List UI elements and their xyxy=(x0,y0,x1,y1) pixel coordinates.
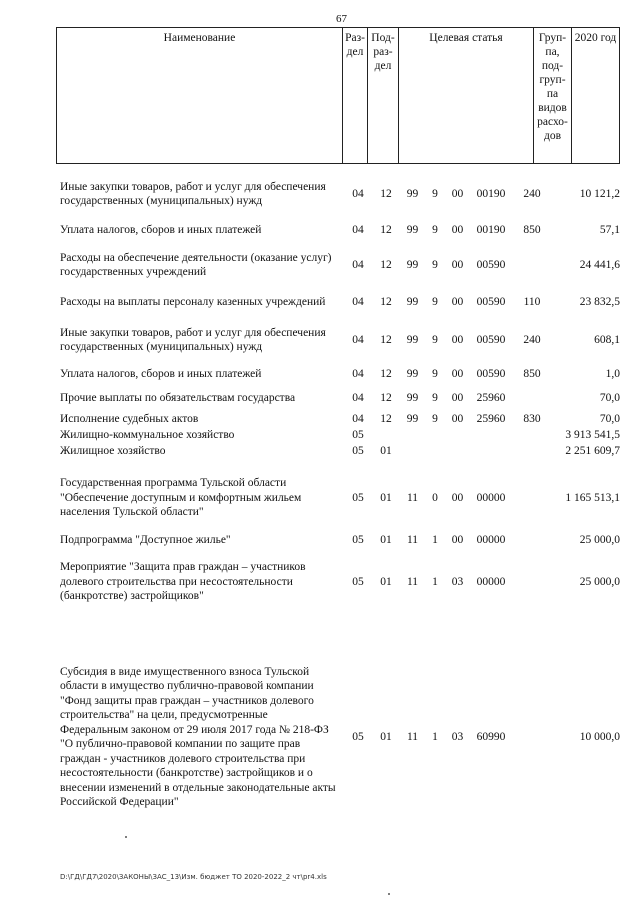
cell-sum: 10 121,2 xyxy=(579,187,620,200)
cell-pr: 01 xyxy=(380,444,392,457)
cell-a3: 00 xyxy=(451,224,464,237)
cell-a1: 99 xyxy=(406,367,419,380)
cell-a3: 03 xyxy=(451,730,464,743)
cell-pr: 12 xyxy=(380,412,392,425)
cell-sum: 70,0 xyxy=(599,391,620,404)
cell-a1: 99 xyxy=(406,295,419,308)
cell-a1 xyxy=(400,427,425,443)
cell-a3: 00 xyxy=(451,295,464,308)
cell-rz: 05 xyxy=(352,428,364,441)
table-row xyxy=(60,443,620,459)
cell-name: Прочие выплаты по обязательствам государства xyxy=(60,391,296,404)
scan-speck xyxy=(388,893,390,895)
cell-sum: 25 000,0 xyxy=(579,575,620,588)
cell-name: Исполнение судебных актов xyxy=(60,412,199,425)
cell-sum: 608,1 xyxy=(594,333,620,346)
cell-a3: 00 xyxy=(451,533,464,546)
table-row xyxy=(60,385,620,411)
cell-a2: 9 xyxy=(432,391,438,404)
cell-vr: 110 xyxy=(523,295,541,308)
col-header-target-article: Целевая статья xyxy=(399,28,534,164)
cell-a4: 60990 xyxy=(476,730,506,743)
cell-a2 xyxy=(425,427,445,443)
cell-a4 xyxy=(470,427,512,443)
cell-a1: 99 xyxy=(406,224,419,237)
cell-rz: 04 xyxy=(352,412,364,425)
cell-name: Иные закупки товаров, работ и услуг для обеспечения государственных (муниципальных) нужд xyxy=(60,180,326,207)
cell-name: Мероприятие "Защита прав граждан – участников долевого строительства при несостоятельности (банкротстве) застройщиков" xyxy=(60,561,306,603)
cell-vr: 240 xyxy=(523,187,541,200)
cell-name: Жилищно-коммунальное хозяйство xyxy=(60,428,235,441)
cell-a2: 9 xyxy=(432,224,438,237)
cell-rz: 04 xyxy=(352,391,364,404)
cell-rz: 04 xyxy=(352,367,364,380)
row-spacer xyxy=(60,459,620,467)
table-row xyxy=(60,243,620,287)
cell-pr: 12 xyxy=(380,258,392,271)
cell-vr xyxy=(512,443,552,459)
cell-a2: 9 xyxy=(432,258,438,271)
table-row xyxy=(60,363,620,385)
cell-pr: 12 xyxy=(380,187,392,200)
col-header-razdel: Раз- дел xyxy=(343,28,368,164)
cell-rz: 04 xyxy=(352,258,364,271)
cell-sum: 70,0 xyxy=(599,412,620,425)
scan-speck xyxy=(125,836,127,838)
cell-a3: 00 xyxy=(451,367,464,380)
cell-rz: 04 xyxy=(352,224,364,237)
cell-rz: 05 xyxy=(352,444,364,457)
cell-a4: 00590 xyxy=(476,295,506,308)
cell-rz: 05 xyxy=(352,730,364,743)
table-row xyxy=(60,551,620,613)
cell-a4: 00590 xyxy=(476,333,506,346)
cell-a1: 11 xyxy=(406,730,419,743)
budget-table xyxy=(60,170,620,851)
cell-a1: 99 xyxy=(406,187,419,200)
cell-a1: 99 xyxy=(406,333,419,346)
cell-vr: 830 xyxy=(523,412,541,425)
cell-pr: 12 xyxy=(380,295,392,308)
col-header-name: Наименование xyxy=(57,28,343,164)
row-spacer xyxy=(60,613,620,623)
cell-a2: 1 xyxy=(432,533,438,546)
table-row xyxy=(60,623,620,851)
cell-a3: 00 xyxy=(451,491,464,504)
table-row xyxy=(60,170,620,218)
cell-a2: 0 xyxy=(432,491,438,504)
cell-pr: 01 xyxy=(380,575,392,588)
table-row xyxy=(60,411,620,427)
cell-vr xyxy=(512,427,552,443)
cell-vr: 240 xyxy=(523,333,541,346)
cell-a1: 11 xyxy=(406,533,419,546)
cell-a1: 11 xyxy=(406,575,419,588)
cell-a3: 00 xyxy=(451,333,464,346)
cell-a2: 9 xyxy=(432,187,438,200)
cell-a4: 00190 xyxy=(476,224,506,237)
cell-pr: 01 xyxy=(380,491,392,504)
cell-a4: 00590 xyxy=(476,367,506,380)
cell-a2: 9 xyxy=(432,367,438,380)
cell-rz: 05 xyxy=(352,491,364,504)
cell-pr: 12 xyxy=(380,391,392,404)
cell-pr: 12 xyxy=(380,367,392,380)
cell-rz: 05 xyxy=(352,533,364,546)
cell-rz: 04 xyxy=(352,187,364,200)
cell-sum: 2 251 609,7 xyxy=(565,444,620,457)
cell-name: Уплата налогов, сборов и иных платежей xyxy=(60,224,262,237)
cell-a3: 03 xyxy=(451,575,464,588)
col-header-expense-group: Груп- па, под- груп- па видов расхо- дов xyxy=(534,28,572,164)
cell-name: Подпрограмма "Доступное жилье" xyxy=(60,533,231,546)
cell-a3: 00 xyxy=(451,412,464,425)
cell-vr xyxy=(512,385,552,411)
cell-pr xyxy=(372,427,400,443)
cell-a4: 00000 xyxy=(476,533,506,546)
cell-vr xyxy=(512,623,552,851)
cell-sum: 10 000,0 xyxy=(579,730,620,743)
cell-a4 xyxy=(470,443,512,459)
page-number: 67 xyxy=(336,13,347,25)
cell-a1 xyxy=(400,443,425,459)
table-row xyxy=(60,287,620,317)
cell-rz: 04 xyxy=(352,333,364,346)
cell-a4: 25960 xyxy=(476,412,506,425)
cell-vr: 850 xyxy=(523,224,541,237)
cell-pr: 12 xyxy=(380,333,392,346)
cell-a2: 9 xyxy=(432,412,438,425)
cell-a3: 00 xyxy=(451,391,464,404)
cell-name: Государственная программа Тульской области "Обеспечение доступным и комфортным жильем населения Тульской области" xyxy=(60,477,302,519)
cell-vr xyxy=(512,529,552,551)
cell-a3: 00 xyxy=(451,258,464,271)
cell-a1: 99 xyxy=(406,258,419,271)
cell-name: Жилищное хозяйство xyxy=(60,444,166,457)
cell-name: Уплата налогов, сборов и иных платежей xyxy=(60,367,262,380)
cell-a2: 1 xyxy=(432,575,438,588)
cell-a2: 1 xyxy=(432,730,438,743)
cell-rz: 05 xyxy=(352,575,364,588)
cell-sum: 23 832,5 xyxy=(579,295,620,308)
cell-a4: 00590 xyxy=(476,258,506,271)
cell-a1: 11 xyxy=(406,491,419,504)
cell-rz: 04 xyxy=(352,295,364,308)
cell-sum: 25 000,0 xyxy=(579,533,620,546)
table-row xyxy=(60,427,620,443)
table-row xyxy=(60,467,620,529)
table-row xyxy=(60,317,620,363)
cell-a1: 99 xyxy=(406,391,419,404)
cell-a4: 00000 xyxy=(476,491,506,504)
table-header xyxy=(56,27,620,164)
col-header-year: 2020 год xyxy=(572,28,620,164)
cell-a4: 00190 xyxy=(476,187,506,200)
cell-a3 xyxy=(445,427,470,443)
cell-vr xyxy=(512,467,552,529)
cell-a4: 25960 xyxy=(476,391,506,404)
cell-sum: 24 441,6 xyxy=(579,258,620,271)
cell-sum: 57,1 xyxy=(599,224,620,237)
cell-name: Расходы на выплаты персоналу казенных учреждений xyxy=(60,295,326,308)
cell-a3: 00 xyxy=(451,187,464,200)
cell-a2: 9 xyxy=(432,333,438,346)
cell-vr xyxy=(512,243,552,287)
cell-sum: 1 165 513,1 xyxy=(565,491,620,504)
cell-vr: 850 xyxy=(523,367,541,380)
cell-sum: 1,0 xyxy=(605,367,620,380)
file-path-footer: D:\ГД\ГД7\2020\ЗАКОНЫ\ЗАС_13\Изм. бюджет ТО 2020-2022_2 чт\pr4.xls xyxy=(60,873,327,881)
table-row xyxy=(60,529,620,551)
cell-pr: 12 xyxy=(380,224,392,237)
cell-vr xyxy=(512,551,552,613)
cell-a3 xyxy=(445,443,470,459)
cell-a1: 99 xyxy=(406,412,419,425)
cell-sum: 3 913 541,5 xyxy=(565,428,620,441)
cell-pr: 01 xyxy=(380,533,392,546)
cell-a4: 00000 xyxy=(476,575,506,588)
cell-name: Субсидия в виде имущественного взноса Тульской области в имущество публично-правовой компании "Фонд защиты прав граждан – участников долевого строительства" на цели, предусмотренные Федеральным законом от 29 июля 2017 года № 218-ФЗ "О публично-правовой компании по защите прав граждан - участников долевого строительства при несостоятельности (банкротстве) застройщиков и о внесении изменений в отдельные законодательные акты Российской Федерации" xyxy=(60,665,336,808)
table-row xyxy=(60,218,620,243)
cell-a2 xyxy=(425,443,445,459)
cell-pr: 01 xyxy=(380,730,392,743)
cell-name: Расходы на обеспечение деятельности (оказание услуг) государственных учреждений xyxy=(60,251,332,278)
cell-a2: 9 xyxy=(432,295,438,308)
col-header-podrazdel: Под- раз- дел xyxy=(368,28,399,164)
cell-name: Иные закупки товаров, работ и услуг для обеспечения государственных (муниципальных) нужд xyxy=(60,326,326,353)
